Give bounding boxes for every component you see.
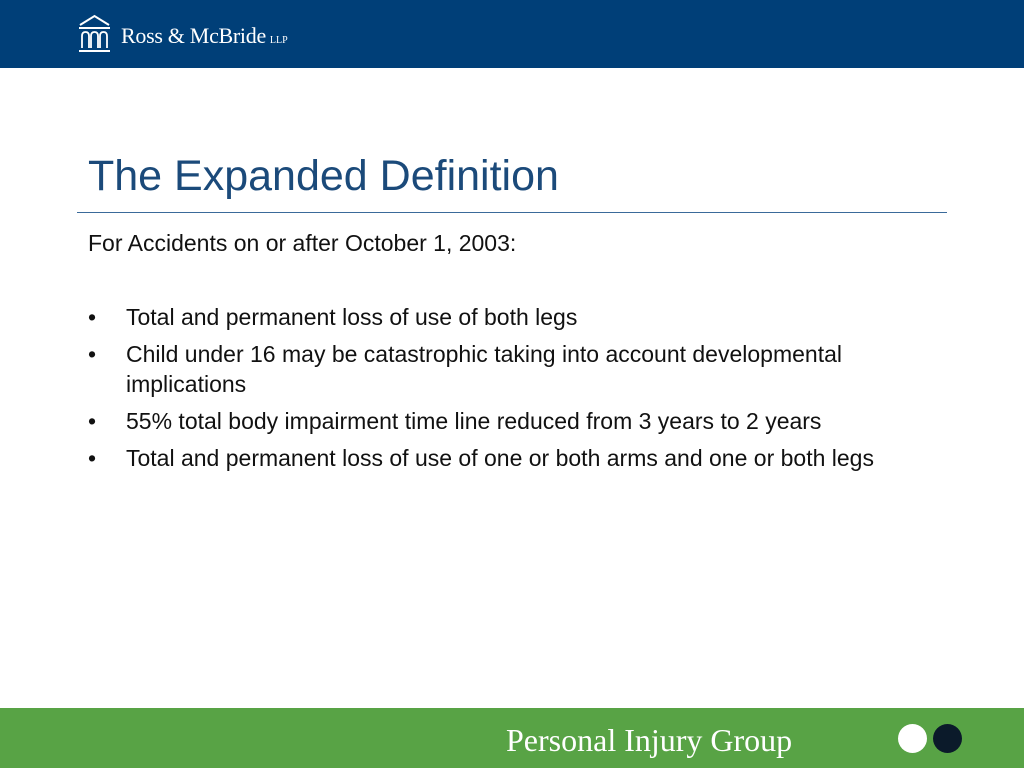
- bullet-item: [88, 339, 938, 399]
- intro-text: For Accidents on or after October 1, 2003:: [88, 230, 517, 256]
- bullet-list: [88, 302, 938, 473]
- bullet-item: [88, 443, 938, 473]
- bullet-text: 55% total body impairment time line reduced from 3 years to 2 years: [126, 408, 822, 434]
- dark-circle-icon: [933, 724, 962, 753]
- bullet-text: Child under 16 may be catastrophic taking into account developmental implications: [126, 341, 842, 397]
- white-circle-icon: [898, 724, 927, 753]
- bullet-item: [88, 302, 938, 332]
- bullet-marker: •: [88, 408, 97, 434]
- bullet-item: [88, 406, 938, 436]
- slide-title: The Expanded Definition: [88, 152, 559, 200]
- bullet-marker: •: [88, 304, 97, 330]
- group-name: Personal Injury Group: [506, 722, 793, 758]
- header-bar: [0, 0, 1024, 68]
- bullet-text: Total and permanent loss of use of both legs: [126, 304, 578, 330]
- bullet-marker: •: [88, 445, 97, 471]
- logo-suffix: LLP: [269, 34, 288, 46]
- footer-bar: [0, 708, 1024, 768]
- building-columns-icon: [77, 14, 112, 54]
- bullet-text: Total and permanent loss of use of one or both arms and one or both legs: [126, 445, 874, 471]
- logo-name: Ross & McBride: [121, 23, 266, 48]
- company-logo: [77, 12, 288, 56]
- title-divider: [77, 212, 947, 213]
- slide-content: [88, 228, 938, 480]
- bullet-marker: •: [88, 341, 97, 367]
